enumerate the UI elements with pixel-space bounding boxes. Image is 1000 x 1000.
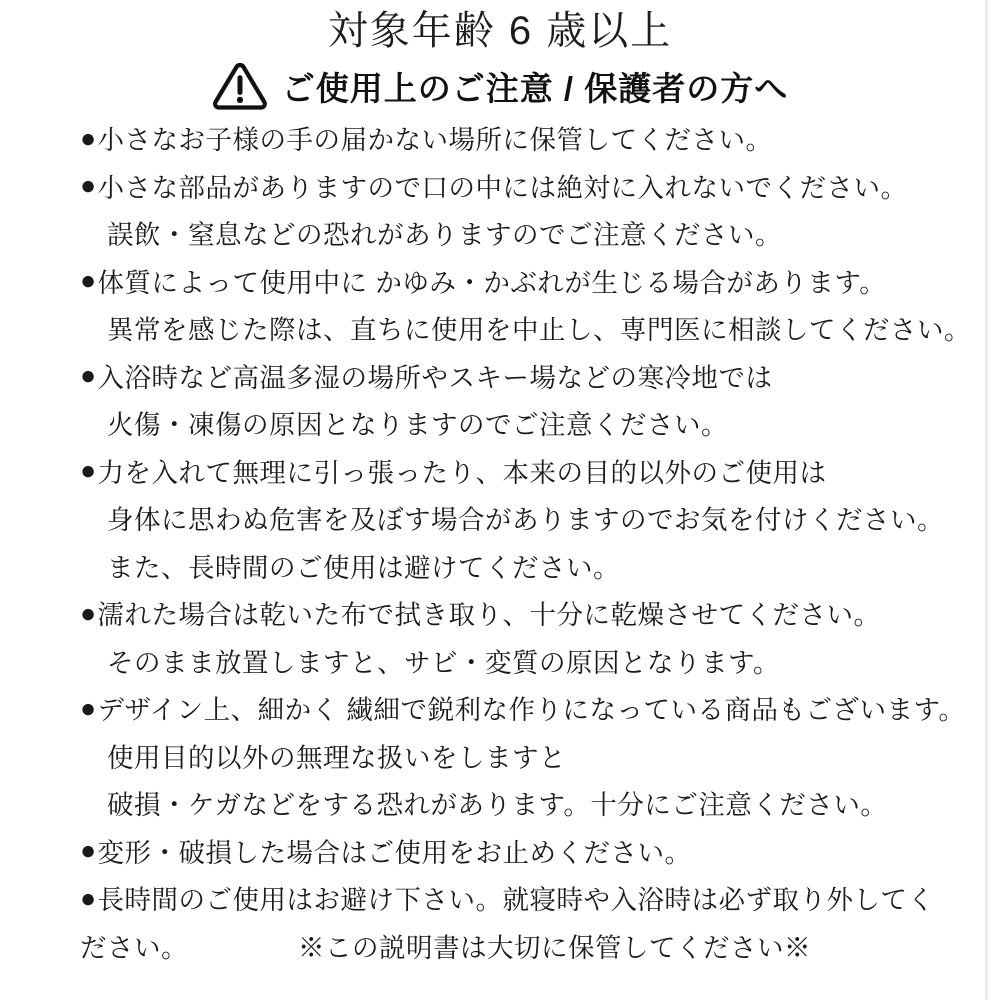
line-text: 異常を感じた際は、直ちに使用を中止し、専門医に相談してください。 (107, 315, 971, 346)
target-age-title: 対象年齢 6 歳以上 (327, 9, 673, 53)
line-text: 力を入れて無理に引っ張ったり、本来の目的以外のご使用は (97, 457, 827, 488)
bullet-icon: ● (80, 122, 97, 153)
line-text: 火傷・凍傷の原因となりますのでご注意ください。 (107, 410, 728, 441)
line-text: 小さな部品がありますので口の中には絶対に入れないでください。 (97, 172, 908, 203)
line-text: そのまま放置しますと、サビ・変質の原因となります。 (107, 647, 780, 678)
line-text: 変形・破損した場合はご使用をお止めください。 (97, 837, 692, 868)
list-row (80, 162, 1000, 210)
list-row (80, 352, 1000, 400)
list-row (80, 637, 1000, 685)
list-row (80, 447, 1000, 495)
bullet-icon: ● (80, 170, 97, 200)
bullet-icon: ● (80, 882, 97, 913)
bullet-icon: ● (80, 360, 97, 390)
list-row (80, 542, 1000, 590)
list-row (80, 399, 1000, 447)
list-row (80, 684, 1000, 732)
list-row (80, 304, 1000, 352)
line-text: 体質によって使用中に かゆみ・かぶれが生じる場合があります。 (97, 267, 887, 298)
bullet-icon: ● (80, 597, 97, 628)
line-text: ださい。 (80, 932, 188, 963)
caution-heading (0, 60, 1000, 112)
list-row (80, 779, 1000, 827)
line-text: 小さなお子様の手の届かない場所に保管してください。 (97, 125, 773, 156)
list-row (80, 114, 1000, 162)
bullet-icon: ● (80, 265, 97, 295)
line-text: 誤飲・窒息などの恐れがありますのでご注意ください。 (107, 220, 782, 251)
line-text: 長時間のご使用はお避け下さい。就寝時や入浴時は必ず取り外してく (97, 885, 935, 916)
list-row (80, 827, 1000, 875)
bullet-icon: ● (80, 835, 97, 865)
list-row (80, 209, 1000, 257)
warning-list (0, 114, 1000, 969)
line-text: 使用目的以外の無理な扱いをしますと (107, 742, 566, 773)
bullet-icon: ● (80, 692, 97, 723)
warning-triangle-icon (212, 62, 268, 110)
scan-edge-artifact (985, 0, 988, 1000)
caution-heading-label: ご使用上のご注意 / 保護者の方へ (281, 69, 789, 107)
line-text: 濡れた場合は乾いた布で拭き取り、十分に乾燥させてください。 (97, 600, 881, 631)
line-text: 身体に思わぬ危害を及ぼす場合がありますのでお気を付けください。 (107, 505, 944, 536)
line-text: 入浴時など高温多湿の場所やスキー場などの寒冷地では (97, 362, 773, 393)
bullet-icon: ● (80, 455, 97, 485)
list-row (80, 732, 1000, 780)
list-row (80, 257, 1000, 305)
list-row (80, 922, 1000, 970)
list-row (80, 589, 1000, 637)
list-row (80, 874, 1000, 922)
keep-manual-footnote: ※この説明書は大切に保管してください※ (298, 932, 811, 963)
line-text: また、長時間のご使用は避けてください。 (107, 552, 620, 583)
list-row (80, 494, 1000, 542)
line-text: デザイン上、細かく 繊細で鋭利な作りになっている商品もございます。 (97, 695, 966, 726)
line-text: 破損・ケガなどをする恐れがあります。十分にご注意ください。 (107, 790, 888, 821)
